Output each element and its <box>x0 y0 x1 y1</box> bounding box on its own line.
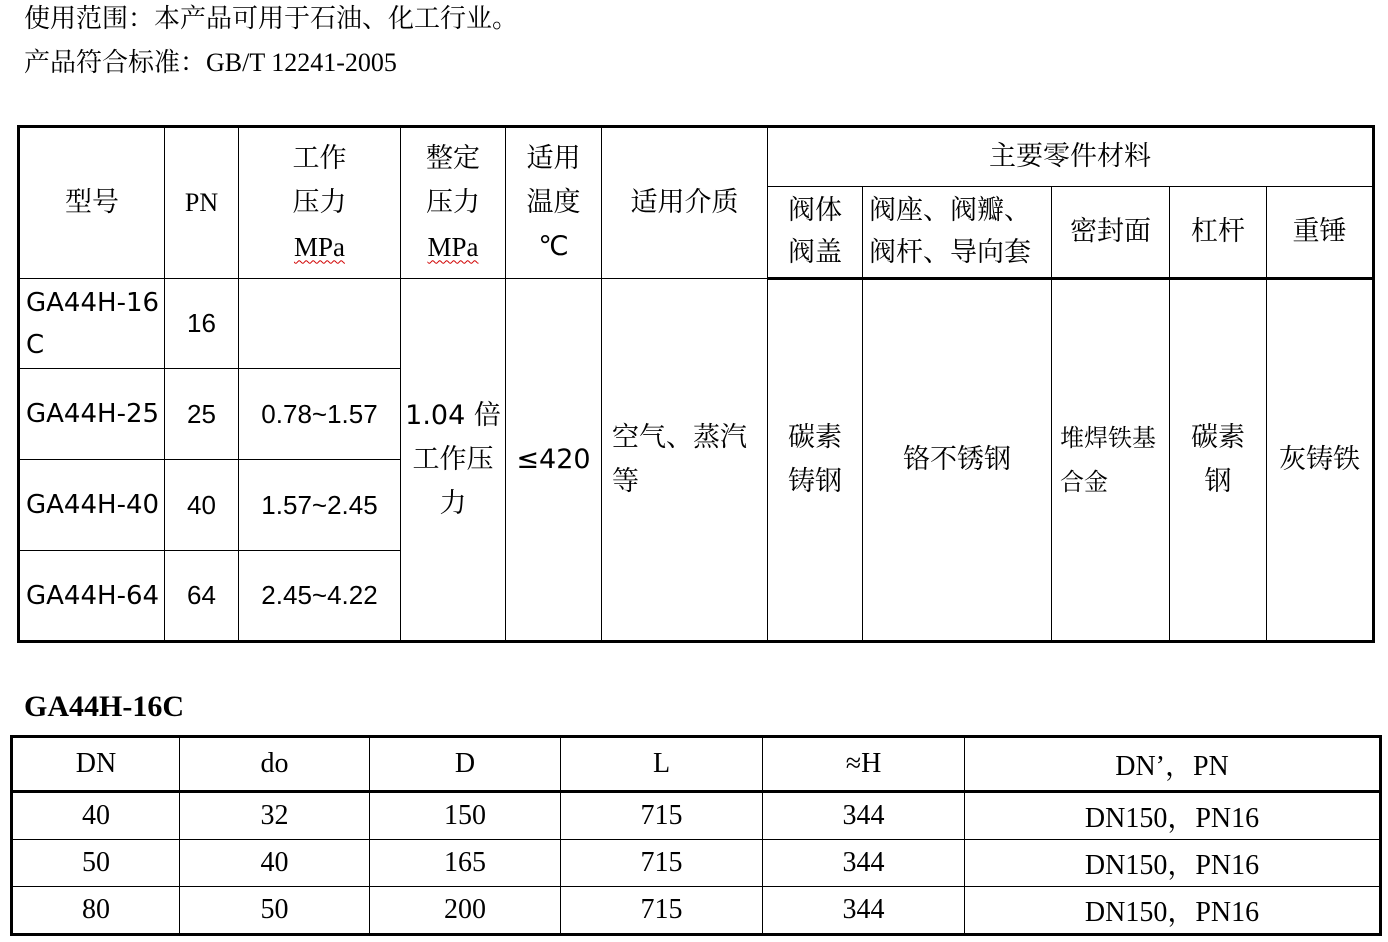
table-row <box>12 887 1381 935</box>
model-cell: GA44H-40 <box>19 460 165 551</box>
header-seal: 密封面 <box>1052 187 1170 279</box>
header-medium: 适用介质 <box>602 127 768 279</box>
header-materials-group: 主要零件材料 <box>768 127 1374 187</box>
h-cell: 344 <box>763 887 965 935</box>
working-pressure-cell: 2.45~4.22 <box>239 551 401 642</box>
table-row <box>19 279 1374 369</box>
flange-cell: DN150，PN16 <box>965 792 1381 840</box>
dn-cell: 80 <box>12 887 180 935</box>
header-working-pressure <box>239 127 401 279</box>
lever-material-cell <box>1170 279 1267 642</box>
body-material-line2: 铸钢 <box>788 466 842 497</box>
do-cell: 40 <box>180 840 370 887</box>
header-set-pressure-unit: MPa <box>427 231 479 262</box>
dimension-header-do: do <box>180 737 370 792</box>
dn-cell: 50 <box>12 840 180 887</box>
dimension-section-title: GA44H-16C <box>24 690 184 723</box>
header-temperature-unit: ℃ <box>538 231 569 262</box>
d-cell: 200 <box>370 887 561 935</box>
header-set-pressure <box>401 127 506 279</box>
header-body-line2: 阀盖 <box>788 237 842 268</box>
flange-cell: DN150，PN16 <box>965 887 1381 935</box>
pn-cell: 25 <box>165 369 239 460</box>
header-model: 型号 <box>19 127 165 279</box>
standard-value: GB/T 12241-2005 <box>206 48 397 77</box>
pn-cell: 16 <box>165 279 239 369</box>
header-working-pressure-unit: MPa <box>293 231 345 262</box>
l-cell: 715 <box>561 887 763 935</box>
dn-cell: 40 <box>12 792 180 840</box>
table-row <box>12 840 1381 887</box>
model-cell: GA44H-16C <box>19 279 165 369</box>
header-working-pressure-line1: 工作 <box>292 142 347 174</box>
body-material-cell <box>768 279 863 642</box>
seal-material-cell <box>1052 279 1170 642</box>
set-pressure-line1: 1.04 倍 <box>405 399 501 431</box>
pn-cell: 40 <box>165 460 239 551</box>
seal-material-line1: 堆焊铁基 <box>1060 424 1156 452</box>
set-pressure-cell <box>401 279 506 642</box>
standard-label: 产品符合标准： <box>24 48 207 78</box>
header-body-line1: 阀体 <box>788 195 842 226</box>
table-row <box>12 792 1381 840</box>
header-set-pressure-line2: 压力 <box>426 186 480 218</box>
d-cell: 150 <box>370 792 561 840</box>
set-pressure-line3: 力 <box>439 487 467 519</box>
header-temperature <box>506 127 602 279</box>
working-pressure-cell: 0.78~1.57 <box>239 369 401 460</box>
set-pressure-line2: 工作压 <box>412 443 494 475</box>
header-pn: PN <box>165 127 239 279</box>
h-cell: 344 <box>763 840 965 887</box>
header-temperature-line1: 适用 <box>526 143 581 174</box>
do-cell: 32 <box>180 792 370 840</box>
medium-line1: 空气、蒸汽 <box>612 421 747 453</box>
header-weight: 重锤 <box>1267 187 1374 279</box>
usage-line <box>24 0 518 35</box>
d-cell: 165 <box>370 840 561 887</box>
pn-cell: 64 <box>165 551 239 642</box>
dimension-header-l: L <box>561 737 763 792</box>
temperature-cell: ≤420 <box>506 279 602 642</box>
header-seat-line2: 阀杆、导向套 <box>869 237 1031 268</box>
dimension-header-h: ≈H <box>763 737 965 792</box>
seat-material-cell: 铬不锈钢 <box>863 279 1052 642</box>
flange-cell: DN150，PN16 <box>965 840 1381 887</box>
l-cell: 715 <box>561 792 763 840</box>
header-working-pressure-line2: 压力 <box>292 186 347 218</box>
seal-material-line2: 合金 <box>1060 468 1108 496</box>
dimension-table <box>10 735 1382 936</box>
standard-line <box>24 42 397 79</box>
spec-table <box>17 125 1375 643</box>
dimension-header-flange: DN’，PN <box>965 737 1381 792</box>
model-cell: GA44H-25 <box>19 369 165 460</box>
body-material-line1: 碳素 <box>788 422 842 453</box>
header-lever: 杠杆 <box>1170 187 1267 279</box>
dimension-header-d: D <box>370 737 561 792</box>
header-set-pressure-line1: 整定 <box>426 142 480 174</box>
usage-label: 使用范围： <box>24 4 155 34</box>
dimension-header-dn: DN <box>12 737 180 792</box>
l-cell: 715 <box>561 840 763 887</box>
do-cell: 50 <box>180 887 370 935</box>
h-cell: 344 <box>763 792 965 840</box>
model-cell: GA44H-64 <box>19 551 165 642</box>
header-seat <box>863 187 1052 279</box>
usage-text: 本产品可用于石油、化工行业。 <box>154 4 519 34</box>
weight-material-cell: 灰铸铁 <box>1267 279 1374 642</box>
header-temperature-line2: 温度 <box>526 187 581 218</box>
medium-cell <box>602 279 768 642</box>
header-seat-line1: 阀座、阀瓣、 <box>869 195 1031 226</box>
dimension-header-row <box>12 737 1381 792</box>
working-pressure-cell <box>239 279 401 369</box>
medium-line2: 等 <box>612 465 639 497</box>
header-body <box>768 187 863 279</box>
lever-material-line1: 碳素 <box>1191 422 1245 453</box>
lever-material-line2: 钢 <box>1204 466 1232 497</box>
working-pressure-cell: 1.57~2.45 <box>239 460 401 551</box>
